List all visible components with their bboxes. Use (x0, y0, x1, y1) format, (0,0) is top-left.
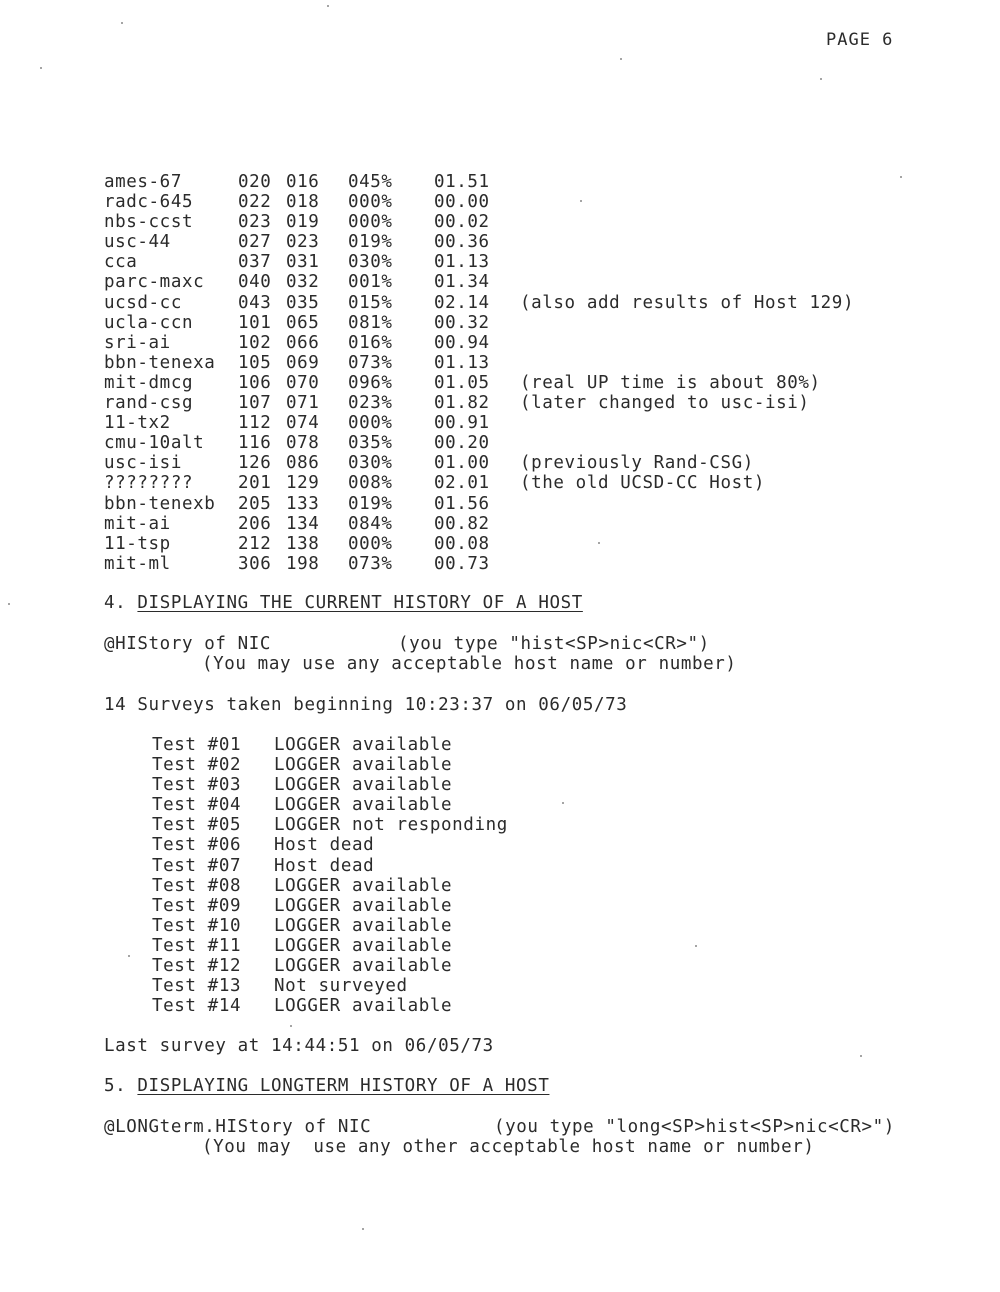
test-label: Test #01 (152, 735, 242, 755)
availability-percent: 045% (348, 172, 393, 192)
test-label: Test #14 (152, 996, 242, 1017)
test-status: LOGGER available (274, 735, 453, 755)
host-name: mit-ml (104, 553, 171, 574)
host-number-decimal: 023 (286, 232, 320, 253)
test-status: LOGGER available (274, 956, 453, 977)
host-number-decimal: 071 (286, 393, 320, 414)
section-4-command (104, 634, 710, 654)
host-row (104, 514, 964, 534)
host-note: (real UP time is about 80%) (520, 372, 821, 393)
test-status: Host dead (274, 835, 375, 856)
response-value: 02.14 (434, 292, 490, 313)
test-status: LOGGER available (274, 996, 453, 1017)
test-label: Test #07 (152, 855, 242, 876)
availability-percent: 000% (348, 212, 393, 233)
response-value: 02.01 (434, 473, 490, 494)
host-number-octal: 116 (238, 433, 272, 454)
section-5-command (104, 1117, 895, 1137)
test-status: LOGGER available (274, 755, 453, 776)
host-number-octal: 102 (238, 332, 272, 353)
host-row (104, 433, 964, 453)
scan-speck (695, 945, 697, 947)
host-row (104, 413, 964, 433)
host-number-decimal: 133 (286, 493, 320, 514)
host-row (104, 473, 964, 493)
host-row (104, 353, 964, 373)
host-number-decimal: 138 (286, 533, 320, 554)
host-number-octal: 205 (238, 493, 272, 514)
host-number-decimal: 134 (286, 513, 320, 534)
test-label: Test #11 (152, 935, 242, 956)
response-value: 00.36 (434, 232, 490, 253)
history-command: @HIStory of NIC (104, 634, 272, 654)
availability-percent: 000% (348, 192, 393, 213)
availability-percent: 084% (348, 513, 393, 534)
section-5-number: 5. (104, 1076, 127, 1096)
host-number-octal: 306 (238, 553, 272, 574)
host-name: bbn-tenexa (104, 352, 216, 373)
test-status: LOGGER available (274, 875, 453, 896)
availability-percent: 030% (348, 453, 393, 474)
availability-percent: 023% (348, 393, 393, 414)
host-row (104, 192, 964, 212)
host-row (104, 393, 964, 413)
test-label: Test #12 (152, 956, 242, 977)
scan-speck (860, 1055, 862, 1057)
host-number-decimal: 066 (286, 332, 320, 353)
test-label: Test #06 (152, 835, 242, 856)
scan-speck (290, 1025, 292, 1027)
section-5-title: DISPLAYING LONGTERM HISTORY OF A HOST (137, 1076, 550, 1096)
section-4-heading (104, 593, 583, 613)
test-label: Test #04 (152, 795, 242, 816)
response-value: 01.13 (434, 352, 490, 373)
longterm-command-note: (You may use any other acceptable host name or number) (202, 1137, 815, 1157)
response-value: 01.05 (434, 372, 490, 393)
scan-speck (128, 955, 130, 957)
host-row (104, 313, 964, 333)
host-number-octal: 027 (238, 232, 272, 253)
host-name: 11-tx2 (104, 413, 171, 434)
availability-percent: 019% (348, 493, 393, 514)
response-value: 00.20 (434, 433, 490, 454)
scan-speck (40, 67, 42, 69)
host-name: ucsd-cc (104, 292, 182, 313)
response-value: 01.51 (434, 172, 490, 192)
response-value: 00.94 (434, 332, 490, 353)
host-row (104, 373, 964, 393)
last-survey-line: Last survey at 14:44:51 on 06/05/73 (104, 1036, 494, 1056)
host-number-decimal: 065 (286, 312, 320, 333)
host-row (104, 534, 964, 554)
host-number-octal: 043 (238, 292, 272, 313)
host-name: rand-csg (104, 393, 194, 414)
host-number-decimal: 018 (286, 192, 320, 213)
host-name: ames-67 (104, 172, 182, 192)
response-value: 01.56 (434, 493, 490, 514)
host-number-decimal: 086 (286, 453, 320, 474)
section-4-title: DISPLAYING THE CURRENT HISTORY OF A HOST (137, 593, 583, 613)
response-value: 01.34 (434, 272, 490, 293)
host-number-octal: 101 (238, 312, 272, 333)
test-status: Host dead (274, 855, 375, 876)
host-row (104, 212, 964, 232)
host-name: nbs-ccst (104, 212, 194, 233)
host-number-decimal: 198 (286, 553, 320, 574)
host-name: usc-44 (104, 232, 171, 253)
availability-percent: 073% (348, 553, 393, 574)
availability-percent: 000% (348, 413, 393, 434)
test-status: LOGGER available (274, 775, 453, 796)
history-command-note: (You may use any acceptable host name or number) (202, 654, 737, 674)
host-row (104, 293, 964, 313)
test-status: LOGGER not responding (274, 815, 508, 836)
host-name: parc-maxc (104, 272, 205, 293)
host-number-octal: 126 (238, 453, 272, 474)
host-availability-table (104, 172, 964, 574)
section-4-number: 4. (104, 593, 127, 613)
test-status: Not surveyed (274, 976, 408, 997)
host-name: cca (104, 252, 138, 273)
host-row (104, 232, 964, 252)
host-row (104, 494, 964, 514)
host-name: bbn-tenexb (104, 493, 216, 514)
response-value: 00.73 (434, 553, 490, 574)
host-row (104, 554, 964, 574)
response-value: 00.82 (434, 513, 490, 534)
host-number-decimal: 031 (286, 252, 320, 273)
host-name: sri-ai (104, 332, 171, 353)
host-row (104, 453, 964, 473)
host-number-decimal: 016 (286, 172, 320, 192)
host-number-octal: 112 (238, 413, 272, 434)
host-number-decimal: 074 (286, 413, 320, 434)
test-status: LOGGER available (274, 795, 453, 816)
availability-percent: 030% (348, 252, 393, 273)
availability-percent: 008% (348, 473, 393, 494)
scan-speck (327, 5, 329, 7)
host-name: cmu-10alt (104, 433, 205, 454)
host-name: ???????? (104, 473, 194, 494)
host-name: mit-dmcg (104, 372, 194, 393)
response-value: 00.02 (434, 212, 490, 233)
host-name: 11-tsp (104, 533, 171, 554)
availability-percent: 000% (348, 533, 393, 554)
host-name: usc-isi (104, 453, 182, 474)
test-status: LOGGER available (274, 895, 453, 916)
host-number-octal: 206 (238, 513, 272, 534)
scan-speck (121, 22, 123, 24)
scan-speck (820, 78, 822, 80)
longterm-command-hint: (you type "long<SP>hist<SP>nic<CR>") (494, 1117, 895, 1137)
host-note: (also add results of Host 129) (520, 292, 855, 313)
host-number-decimal: 070 (286, 372, 320, 393)
host-note: (the old UCSD-CC Host) (520, 473, 765, 494)
scan-speck (8, 603, 10, 605)
host-number-decimal: 129 (286, 473, 320, 494)
test-label: Test #02 (152, 755, 242, 776)
test-status: LOGGER available (274, 915, 453, 936)
response-value: 01.00 (434, 453, 490, 474)
scan-speck (620, 58, 622, 60)
availability-percent: 019% (348, 232, 393, 253)
scan-speck (598, 542, 600, 544)
host-number-decimal: 032 (286, 272, 320, 293)
host-number-octal: 106 (238, 372, 272, 393)
host-number-octal: 020 (238, 172, 272, 192)
availability-percent: 073% (348, 352, 393, 373)
response-value: 01.82 (434, 393, 490, 414)
test-label: Test #08 (152, 875, 242, 896)
section-5-heading (104, 1076, 549, 1096)
host-name: mit-ai (104, 513, 171, 534)
availability-percent: 081% (348, 312, 393, 333)
host-number-decimal: 019 (286, 212, 320, 233)
host-number-octal: 212 (238, 533, 272, 554)
host-number-octal: 022 (238, 192, 272, 213)
availability-percent: 096% (348, 372, 393, 393)
host-note: (later changed to usc-isi) (520, 393, 810, 414)
host-number-decimal: 069 (286, 352, 320, 373)
host-number-decimal: 078 (286, 433, 320, 454)
availability-percent: 035% (348, 433, 393, 454)
surveys-line: 14 Surveys taken beginning 10:23:37 on 06/05/73 (104, 695, 628, 715)
host-name: ucla-ccn (104, 312, 194, 333)
test-label: Test #10 (152, 915, 242, 936)
host-note: (previously Rand-CSG) (520, 453, 754, 474)
host-number-octal: 201 (238, 473, 272, 494)
scan-speck (562, 802, 564, 804)
response-value: 00.91 (434, 413, 490, 434)
history-command-hint: (you type "hist<SP>nic<CR>") (398, 634, 710, 654)
host-row (104, 333, 964, 353)
host-name: radc-645 (104, 192, 194, 213)
test-label: Test #09 (152, 895, 242, 916)
page-number: PAGE 6 (826, 30, 894, 50)
host-number-decimal: 035 (286, 292, 320, 313)
scan-speck (900, 176, 902, 178)
availability-percent: 001% (348, 272, 393, 293)
host-number-octal: 105 (238, 352, 272, 373)
response-value: 00.32 (434, 312, 490, 333)
test-label: Test #05 (152, 815, 242, 836)
host-row (104, 272, 964, 292)
host-number-octal: 107 (238, 393, 272, 414)
response-value: 00.00 (434, 192, 490, 213)
response-value: 00.08 (434, 533, 490, 554)
host-number-octal: 040 (238, 272, 272, 293)
longterm-command: @LONGterm.HIStory of NIC (104, 1117, 372, 1137)
host-row (104, 172, 964, 192)
host-row (104, 252, 964, 272)
host-number-octal: 037 (238, 252, 272, 273)
host-number-octal: 023 (238, 212, 272, 233)
test-status: LOGGER available (274, 935, 453, 956)
test-label: Test #03 (152, 775, 242, 796)
test-label: Test #13 (152, 976, 242, 997)
scan-speck (580, 200, 582, 202)
availability-percent: 015% (348, 292, 393, 313)
scan-speck (362, 1228, 364, 1230)
availability-percent: 016% (348, 332, 393, 353)
response-value: 01.13 (434, 252, 490, 273)
